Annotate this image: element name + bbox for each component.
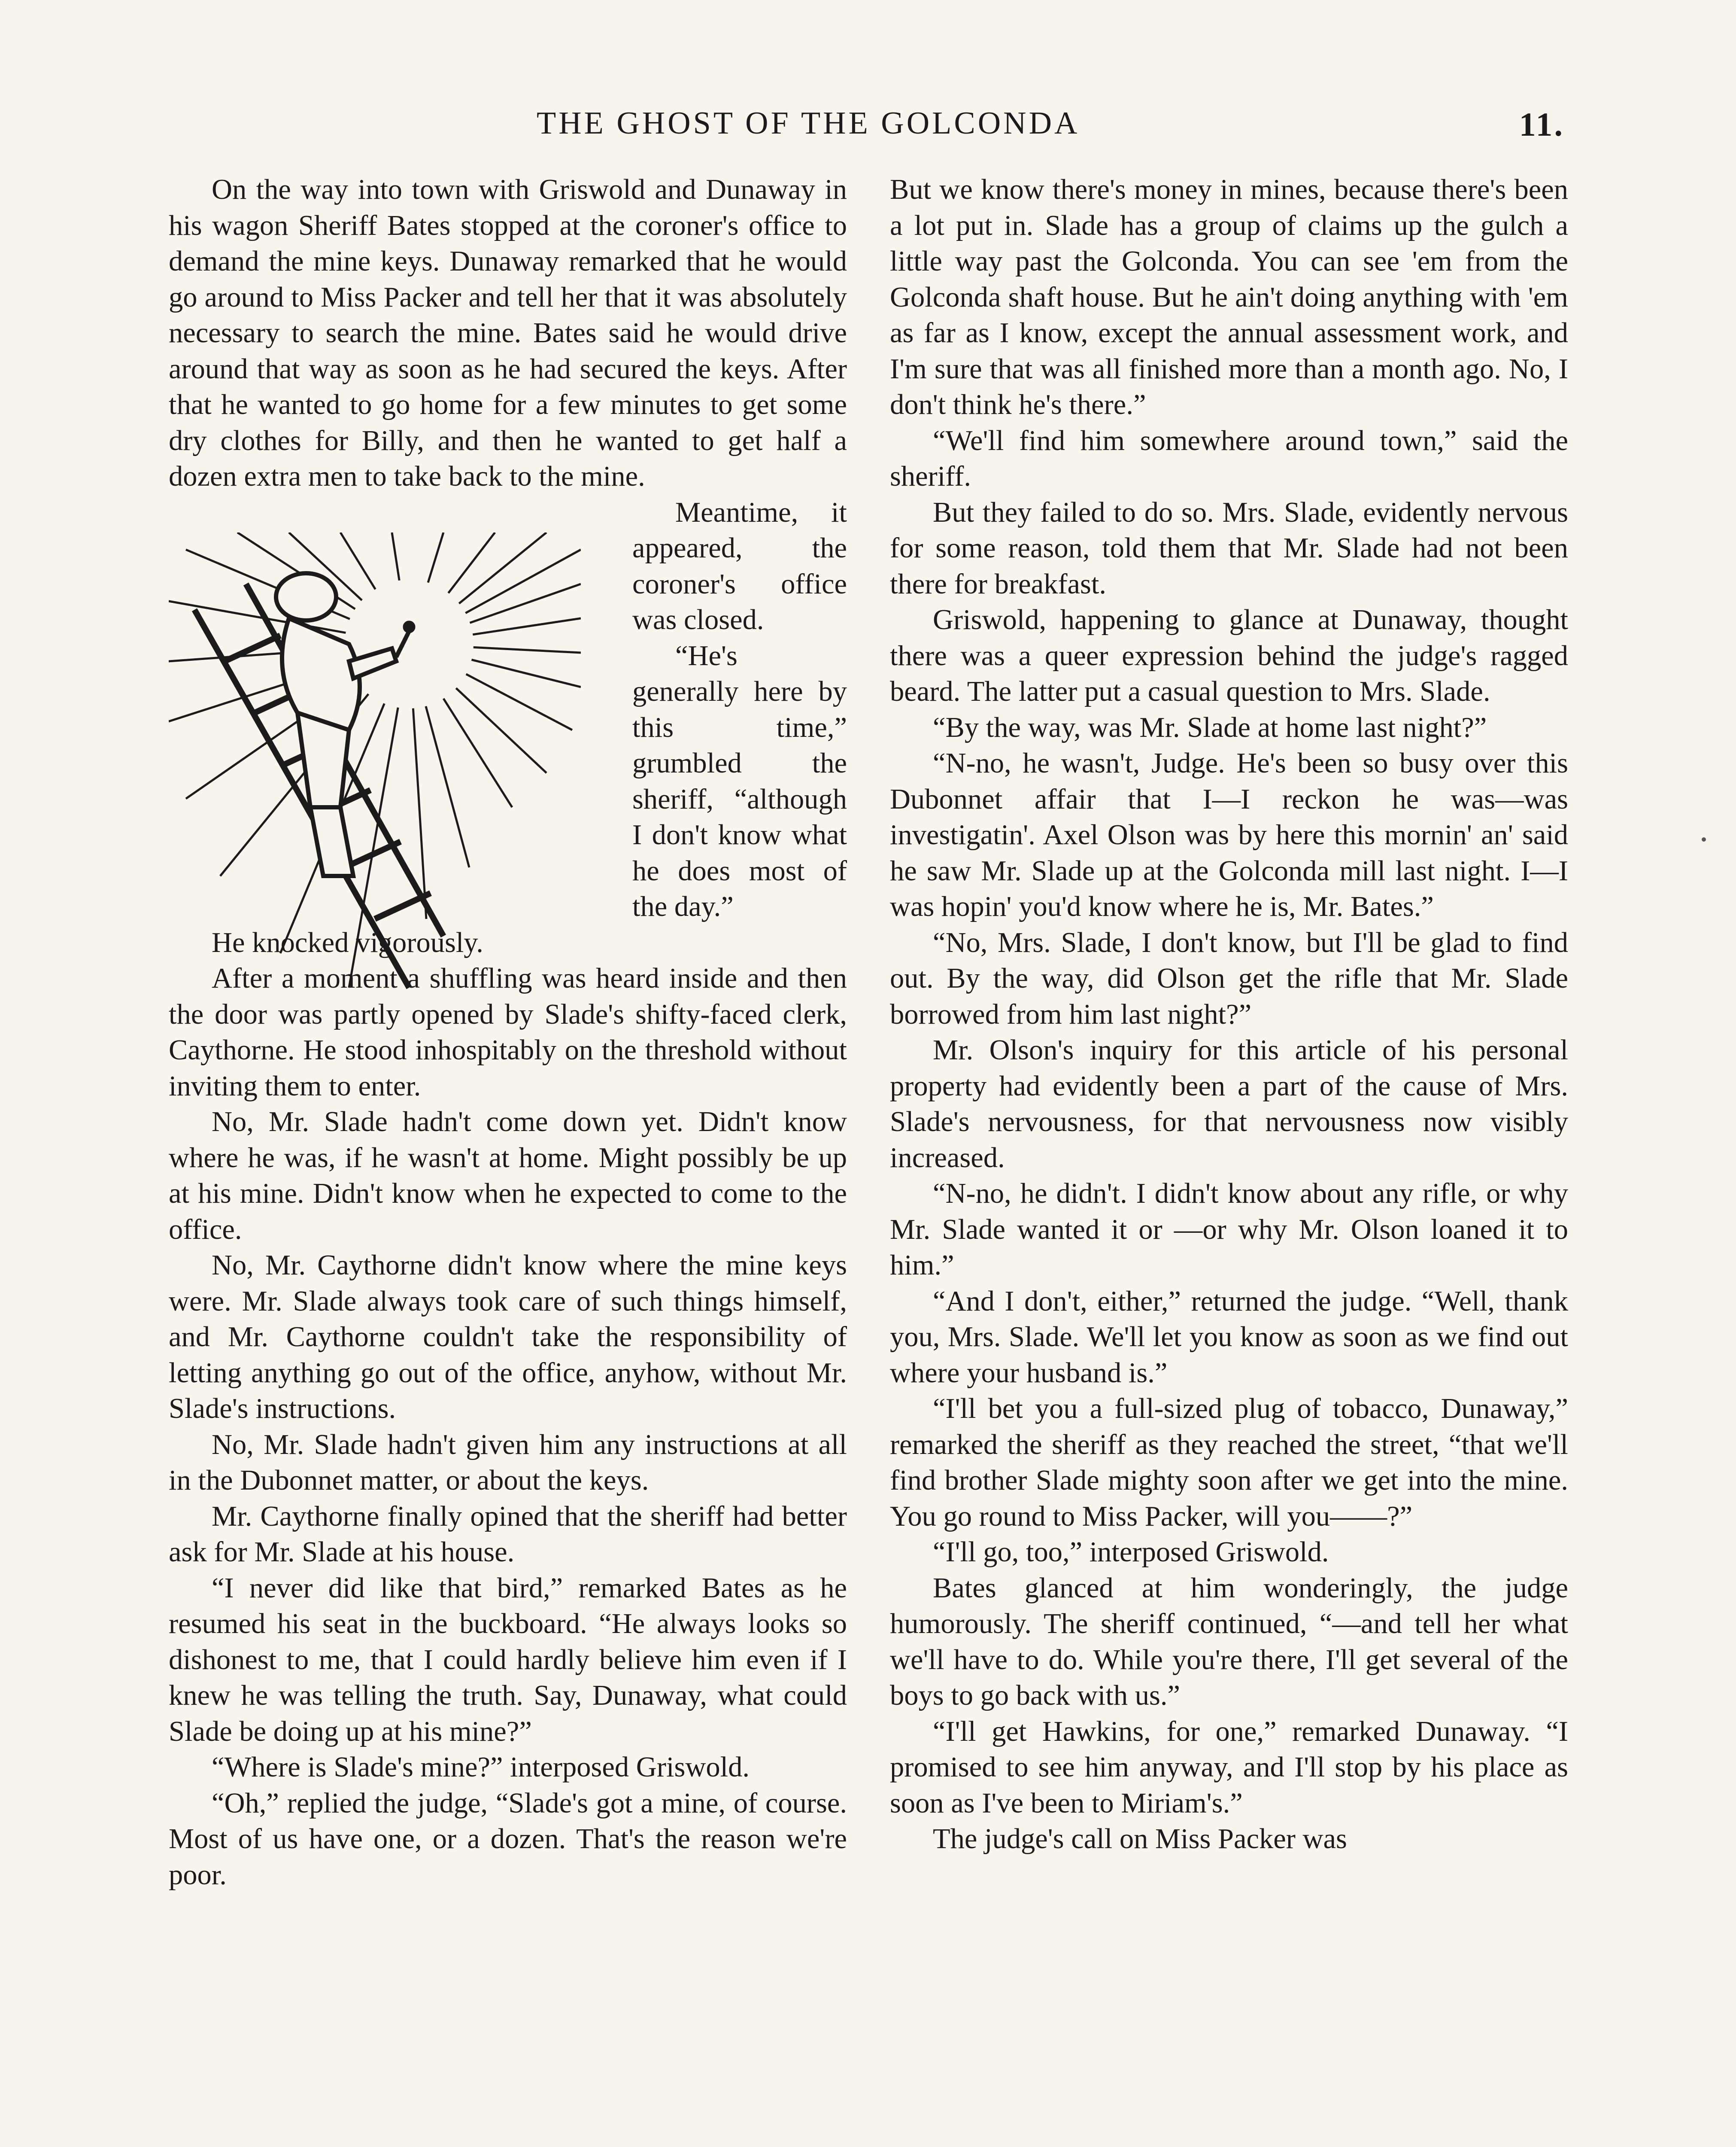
paragraph: “I never did like that bird,” remarked Bates as he resumed his seat in the buckboard. “He always looks so dishonest to me, that I could hardly believe him even if I knew he was telling the truth. Say, Dunaway, what could Slade be doing up at his mine?”: [169, 1572, 847, 1747]
paragraph: Meantime, it appeared, the coroner's office was closed.: [632, 496, 847, 636]
paragraph: “N-no, he didn't. I didn't know about any rifle, or why Mr. Slade wanted it or —or why Mr. Olson loaned it to him.”: [890, 1178, 1568, 1281]
paragraph: He knocked vigorously.: [212, 927, 483, 958]
paragraph: “Where is Slade's mine?” interposed Griswold.: [212, 1752, 750, 1783]
page-number: 11.: [1519, 106, 1564, 143]
paragraph: “No, Mrs. Slade, I don't know, but I'll be glad to find out. By the way, did Olson get the rifle that Mr. Slade borrowed from him last night?”: [890, 927, 1568, 1030]
right-column: [890, 172, 1568, 1857]
paragraph: After a moment a shuffling was heard inside and then the door was partly opened by Slade's shifty-faced clerk, Caythorne. He stood inhospitably on the threshold without inviting them to enter.: [169, 963, 847, 1102]
paragraph: Mr. Olson's inquiry for this article of his personal property had evidently been a part of the cause of Mrs. Slade's nervousness, for that nervousness now visibly increased.: [890, 1034, 1568, 1174]
illustration-frame: [169, 532, 598, 996]
paragraph: Bates glanced at him wonderingly, the judge humorously. The sheriff continued, “—and tell her what we'll have to do. While you're there, I'll get several of the boys to go back with us.”: [890, 1572, 1568, 1711]
paragraph: But we know there's money in mines, because there's been a lot put in. Slade has a group of claims up the gulch a little way past the Golconda. You can see 'em from the Golconda shaft house. But he ain't doing anything with 'em as far as I know, except the annual assessment work, and I'm sure that was all finished more than a month ago. No, I don't think he's there.”: [890, 174, 1568, 420]
paragraph: No, Mr. Caythorne didn't know where the mine keys were. Mr. Slade always took care of such things himself, and Mr. Caythorne couldn't take the responsibility of letting anything go out of the office, anyhow, without Mr. Slade's instructions.: [169, 1250, 847, 1424]
left-column: [169, 172, 847, 1893]
paragraph: “I'll get Hawkins, for one,” remarked Dunaway. “I promised to see him anyway, and I'll stop by his place as soon as I've been to Miriam's.”: [890, 1715, 1568, 1819]
paragraph: But they failed to do so. Mrs. Slade, evidently nervous for some reason, told them that Mr. Slade had not been there for breakfast.: [890, 496, 1568, 600]
paragraph: “We'll find him somewhere around town,” said the sheriff.: [890, 425, 1568, 492]
print-speck: [1702, 837, 1706, 842]
paragraph: “And I don't, either,” returned the judge. “Well, thank you, Mrs. Slade. We'll let you know as soon as we find out where your husband is.”: [890, 1285, 1568, 1389]
paragraph: The judge's call on Miss Packer was: [933, 1823, 1347, 1855]
miner-on-ladder-with-candle-illustration: [169, 532, 581, 996]
paragraph: “I'll bet you a full-sized plug of tobacco, Dunaway,” remarked the sheriff as they reached the street, “that we'll find brother Slade mighty soon after we get into the mine. You go round to Miss Packer, will you——?”: [890, 1393, 1568, 1532]
paragraph: On the way into town with Griswold and Dunaway in his wagon Sheriff Bates stopped at the coroner's office to demand the mine keys. Dunaway remarked that he would go around to Miss Packer and tell her that it was absolutely necessary to search the mine. Bates said he would drive around that way as soon as he had secured the keys. After that he wanted to go home for a few minutes to get some dry clothes for Billy, and then he wanted to get half a dozen extra men to take back to the mine.: [169, 174, 847, 492]
paragraph: Griswold, happening to glance at Dunaway, thought there was a queer expression behind the judge's ragged beard. The latter put a casual question to Mrs. Slade.: [890, 604, 1568, 707]
paragraph: No, Mr. Slade hadn't come down yet. Didn't know where he was, if he wasn't at home. Might possibly be up at his mine. Didn't know when he expected to come to the office.: [169, 1106, 847, 1245]
paragraph: Mr. Caythorne finally opined that the sheriff had better ask for Mr. Slade at his house.: [169, 1500, 847, 1568]
story-title: THE GHOST OF THE GOLCONDA: [537, 106, 1080, 141]
paragraph: “N-no, he wasn't, Judge. He's been so busy over this Dubonnet affair that I—I reckon he was—was investigatin'. Axel Olson was by here this mornin' an' said he saw Mr. Slade up at the Golconda mill last night. I—I was hopin' you'd know where he is, Mr. Bates.”: [890, 748, 1568, 922]
paragraph: “He's generally here by this time,” grumbled the sheriff, “although I don't know what he does most of the day.”: [632, 640, 847, 922]
paragraph: “By the way, was Mr. Slade at home last night?”: [933, 712, 1487, 743]
paragraph: “I'll go, too,” interposed Griswold.: [933, 1536, 1329, 1568]
paragraph: No, Mr. Slade hadn't given him any instructions at all in the Dubonnet matter, or about the keys.: [169, 1429, 847, 1496]
paragraph: “Oh,” replied the judge, “Slade's got a mine, of course. Most of us have one, or a dozen. That's the reason we're poor.: [169, 1787, 847, 1891]
running-header: [0, 105, 1736, 152]
